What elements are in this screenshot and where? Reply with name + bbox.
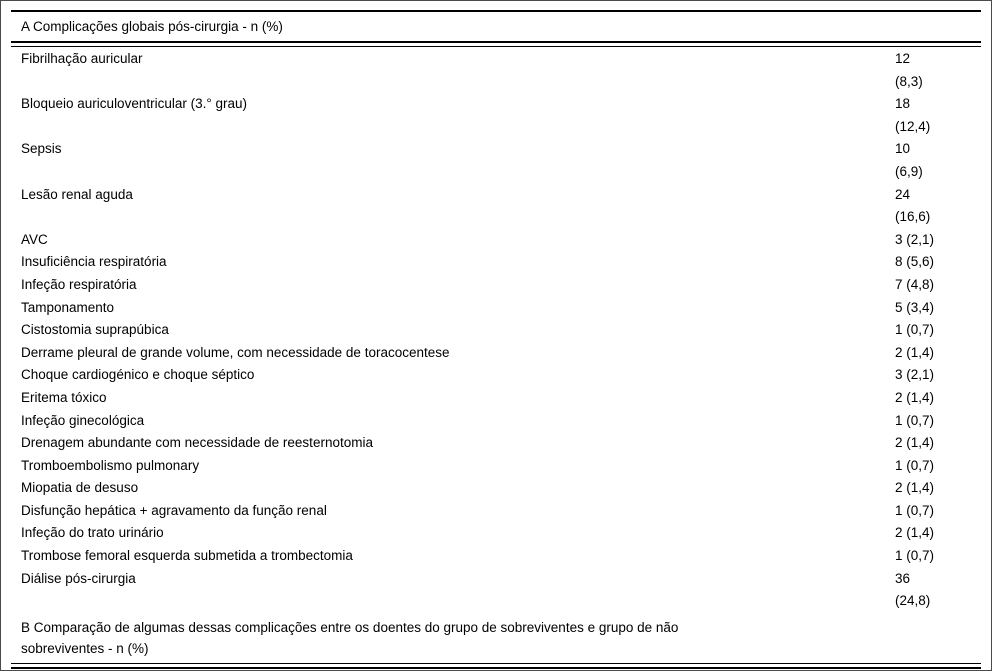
section-a-header: A Complicações globais pós-cirurgia - n (%)	[21, 19, 283, 34]
section-b-line-2: sobreviventes - n (%)	[21, 641, 149, 657]
complication-value	[895, 545, 971, 568]
table-row	[1, 455, 991, 478]
value-line: 1 (0,7)	[895, 322, 935, 338]
value-line: 2 (1,4)	[895, 344, 935, 360]
value-line: 5 (3,4)	[895, 299, 935, 315]
value-line: 2 (1,4)	[895, 480, 935, 496]
complication-value	[895, 364, 971, 387]
value-line: (24,8)	[895, 593, 931, 609]
complication-value	[895, 522, 971, 545]
complication-label: Choque cardiogénico e choque séptico	[21, 367, 255, 383]
complication-label: Derrame pleural de grande volume, com necessidade de toracocentese	[21, 344, 450, 360]
complication-label: Diálise pós-cirurgia	[21, 570, 136, 586]
complication-label: Infeção do trato urinário	[21, 525, 164, 541]
complication-label: Fibrilhação auricular	[21, 51, 143, 66]
value-line: 8 (5,6)	[895, 254, 935, 270]
table-row	[1, 522, 991, 545]
table-row	[1, 297, 991, 320]
complication-label: Eritema tóxico	[21, 389, 107, 405]
complication-label: Disfunção hepática + agravamento da função renal	[21, 502, 327, 518]
value-line: 24	[895, 186, 911, 202]
complication-label: Infeção respiratória	[21, 276, 137, 292]
value-line: (12,4)	[895, 118, 931, 134]
value-line: (16,6)	[895, 209, 931, 225]
complication-value	[895, 477, 971, 500]
complication-value	[895, 229, 971, 252]
table-row	[1, 93, 991, 138]
value-line: 1 (0,7)	[895, 412, 935, 428]
complication-value	[895, 48, 971, 93]
complication-value	[895, 387, 971, 410]
complication-value	[895, 500, 971, 523]
complication-label: Trombose femoral esquerda submetida a trombectomia	[21, 548, 353, 564]
complication-label: Tromboembolismo pulmonary	[21, 457, 200, 473]
complication-value	[895, 184, 971, 229]
complication-value	[895, 568, 971, 613]
complication-label: Drenagem abundante com necessidade de reesternotomia	[21, 435, 373, 451]
value-line: (6,9)	[895, 163, 923, 179]
table-body	[1, 47, 991, 613]
value-line: 10	[895, 141, 911, 157]
value-line: 3 (2,1)	[895, 367, 935, 383]
complication-value	[895, 342, 971, 365]
value-line: 1 (0,7)	[895, 457, 935, 473]
table-row	[1, 410, 991, 433]
complication-value	[895, 138, 971, 183]
table-row	[1, 342, 991, 365]
value-line: 7 (4,8)	[895, 276, 935, 292]
table-row	[1, 568, 991, 613]
complication-value	[895, 93, 971, 138]
value-line: 2 (1,4)	[895, 389, 935, 405]
complication-label: AVC	[21, 231, 48, 247]
value-line: 3 (2,1)	[895, 231, 935, 247]
complication-label: Sepsis	[21, 141, 62, 157]
value-line: 2 (1,4)	[895, 435, 935, 451]
table-row	[1, 48, 991, 93]
complication-value	[895, 319, 971, 342]
table-row	[1, 477, 991, 500]
complication-label: Bloqueio auriculoventricular (3.° grau)	[21, 96, 248, 112]
complication-value	[895, 274, 971, 297]
complication-label: Insuficiência respiratória	[21, 254, 167, 270]
complication-value	[895, 410, 971, 433]
table-row	[1, 500, 991, 523]
complication-label: Tamponamento	[21, 299, 115, 315]
section-b-line-1: B Comparação de algumas dessas complicações entre os doentes do grupo de sobreviventes e grupo de não	[21, 619, 679, 635]
complication-value	[895, 251, 971, 274]
value-line: 2 (1,4)	[895, 525, 935, 541]
table-row	[1, 432, 991, 455]
complication-label: Miopatia de desuso	[21, 480, 139, 496]
table-row	[1, 545, 991, 568]
table-row	[1, 251, 991, 274]
value-line: 1 (0,7)	[895, 502, 935, 518]
value-line: 36	[895, 570, 911, 586]
value-line: 1 (0,7)	[895, 548, 935, 564]
complication-label: Lesão renal aguda	[21, 186, 133, 202]
table-row	[1, 364, 991, 387]
complication-label: Cistostomia suprapúbica	[21, 322, 169, 338]
value-line: (8,3)	[895, 73, 923, 89]
complication-value	[895, 432, 971, 455]
table-row	[1, 319, 991, 342]
table-row	[1, 229, 991, 252]
table-row	[1, 274, 991, 297]
complication-label: Infeção ginecológica	[21, 412, 145, 428]
complication-value	[895, 455, 971, 478]
complication-value	[895, 297, 971, 320]
table-row	[1, 138, 991, 183]
value-line: 18	[895, 96, 911, 112]
value-line: 12	[895, 51, 911, 66]
bottom-double-rule	[11, 663, 981, 669]
table-row	[1, 387, 991, 410]
section-b-header	[1, 613, 991, 660]
table-row	[1, 184, 991, 229]
